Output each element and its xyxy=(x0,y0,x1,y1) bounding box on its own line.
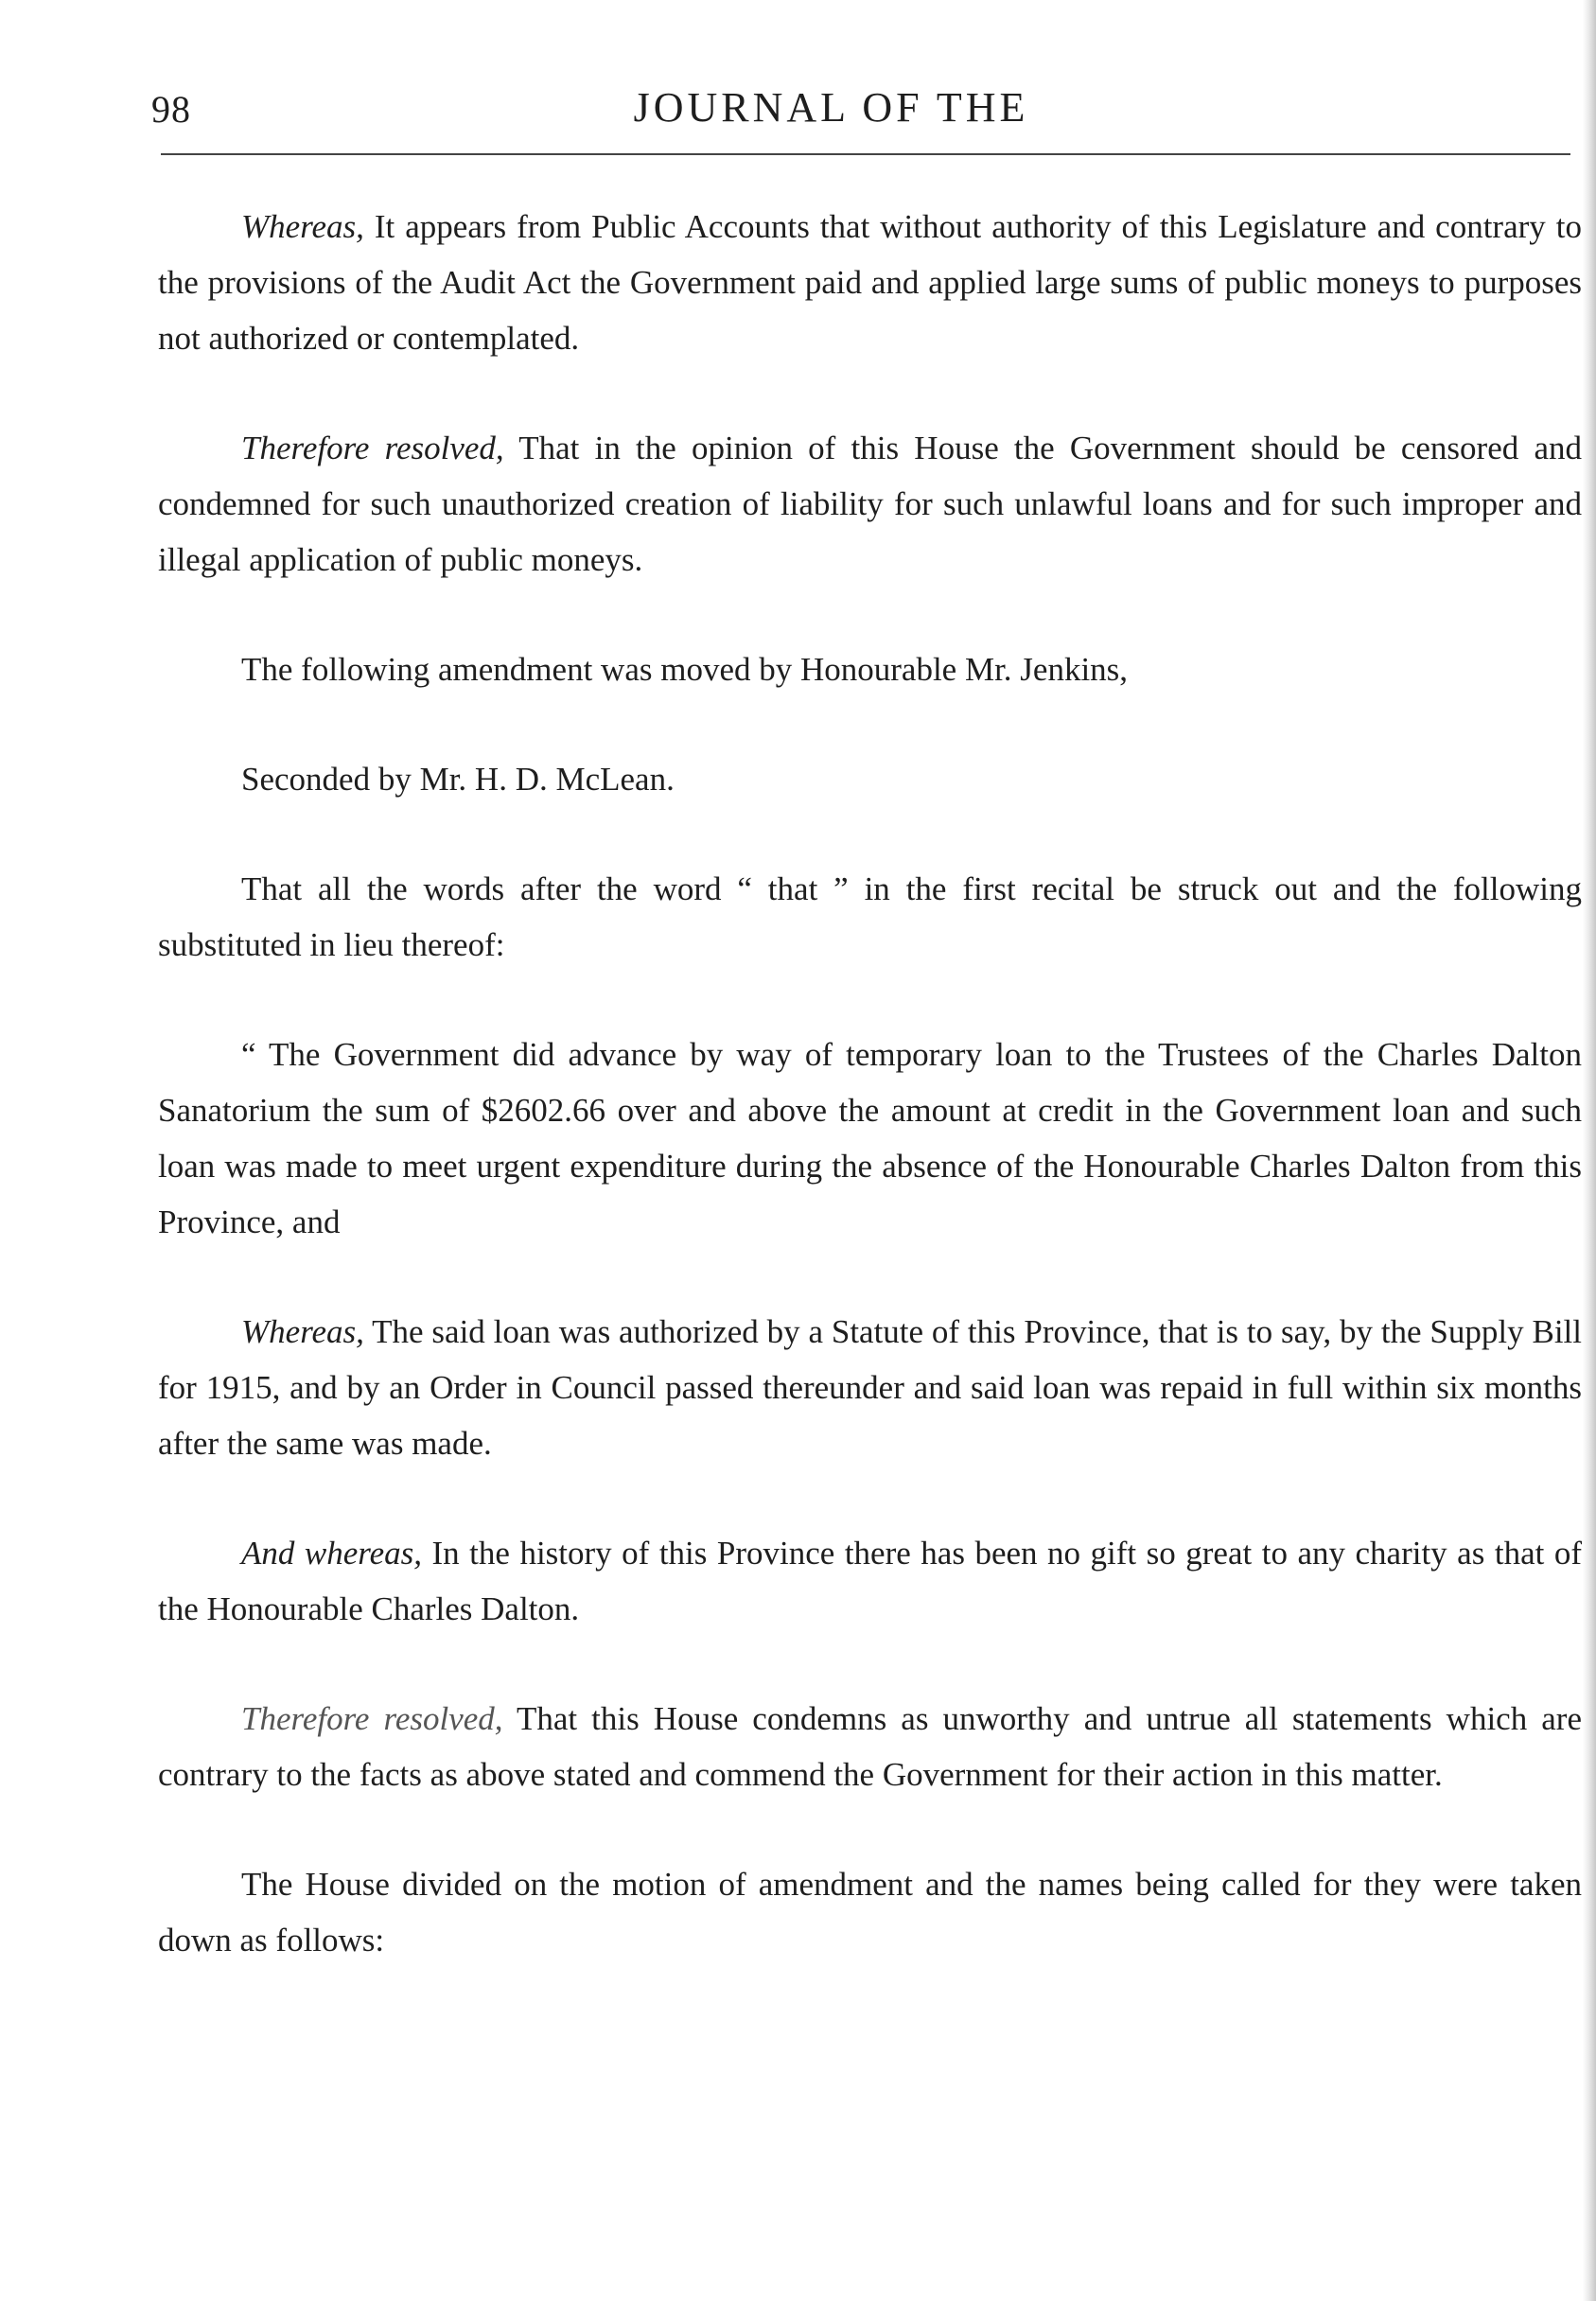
header-rule xyxy=(161,153,1570,155)
scan-edge-shadow xyxy=(1583,0,1596,2301)
paragraph-text: Seconded by Mr. H. D. McLean. xyxy=(241,761,675,798)
paragraph-whereas-public-accounts xyxy=(158,199,1582,366)
journal-body xyxy=(158,199,1582,2022)
paragraph-text: The following amendment was moved by Honourable Mr. Jenkins, xyxy=(241,651,1129,688)
page-number: 98 xyxy=(151,88,191,131)
paragraph-text: “ The Government did advance by way of temporary loan to the Trustees of the Charles Dalton Sanatorium the sum of $2602.66 over and above the amount at credit in the Government loan and such loan was made to meet urgent expenditure during the absence of the Honourable Charles Dalton from this Province, and xyxy=(158,1036,1582,1240)
paragraph-text: It appears from Public Accounts that without authority of this Legislature and contrary to the provisions of the Audit Act the Government paid and applied large sums of public moneys to purposes not authorized or contemplated. xyxy=(158,208,1582,357)
paragraph-text: That this House condemns as unworthy and untrue all statements which are contrary to the facts as above stated and commend the Government for their action in this matter. xyxy=(158,1700,1582,1793)
paragraph-text: In the history of this Province there has been no gift so great to any charity as that of the Honourable Charles Dalton. xyxy=(158,1535,1582,1627)
running-title: JOURNAL OF THE xyxy=(633,84,1029,131)
paragraph-lead: Whereas, xyxy=(241,208,364,245)
paragraph-temporary-loan xyxy=(158,1027,1582,1250)
paragraph-amendment-moved xyxy=(158,641,1582,697)
paragraph-struck-out xyxy=(158,861,1582,973)
paragraph-lead: Therefore resolved, xyxy=(241,430,504,466)
paragraph-text: That in the opinion of this House the Government should be censored and condemned for such unauthorized creation of liability for such unlawful loans and for such improper and illegal application of public moneys. xyxy=(158,430,1582,578)
paragraph-whereas-loan-authorized xyxy=(158,1304,1582,1471)
paragraph-text: The House divided on the motion of amendment and the names being called for they were taken down as follows: xyxy=(158,1866,1582,1958)
paragraph-therefore-resolved-censure xyxy=(158,420,1582,588)
paragraph-text: The said loan was authorized by a Statute of this Province, that is to say, by the Supply Bill for 1915, and by an Order in Council passed thereunder and said loan was repaid in full within six months after the same was made. xyxy=(158,1313,1582,1462)
paragraph-seconded-by xyxy=(158,751,1582,807)
paragraph-lead: Whereas, xyxy=(241,1313,364,1350)
paragraph-lead: And whereas, xyxy=(241,1535,422,1572)
paragraph-therefore-resolved-commend xyxy=(158,1691,1582,1802)
paragraph-lead: Therefore resolved, xyxy=(241,1700,503,1737)
paragraph-house-divided xyxy=(158,1856,1582,1968)
paragraph-and-whereas-gift xyxy=(158,1525,1582,1637)
paragraph-text: That all the words after the word “ that ” in the first recital be struck out and the following substituted in lieu thereof: xyxy=(158,870,1582,963)
